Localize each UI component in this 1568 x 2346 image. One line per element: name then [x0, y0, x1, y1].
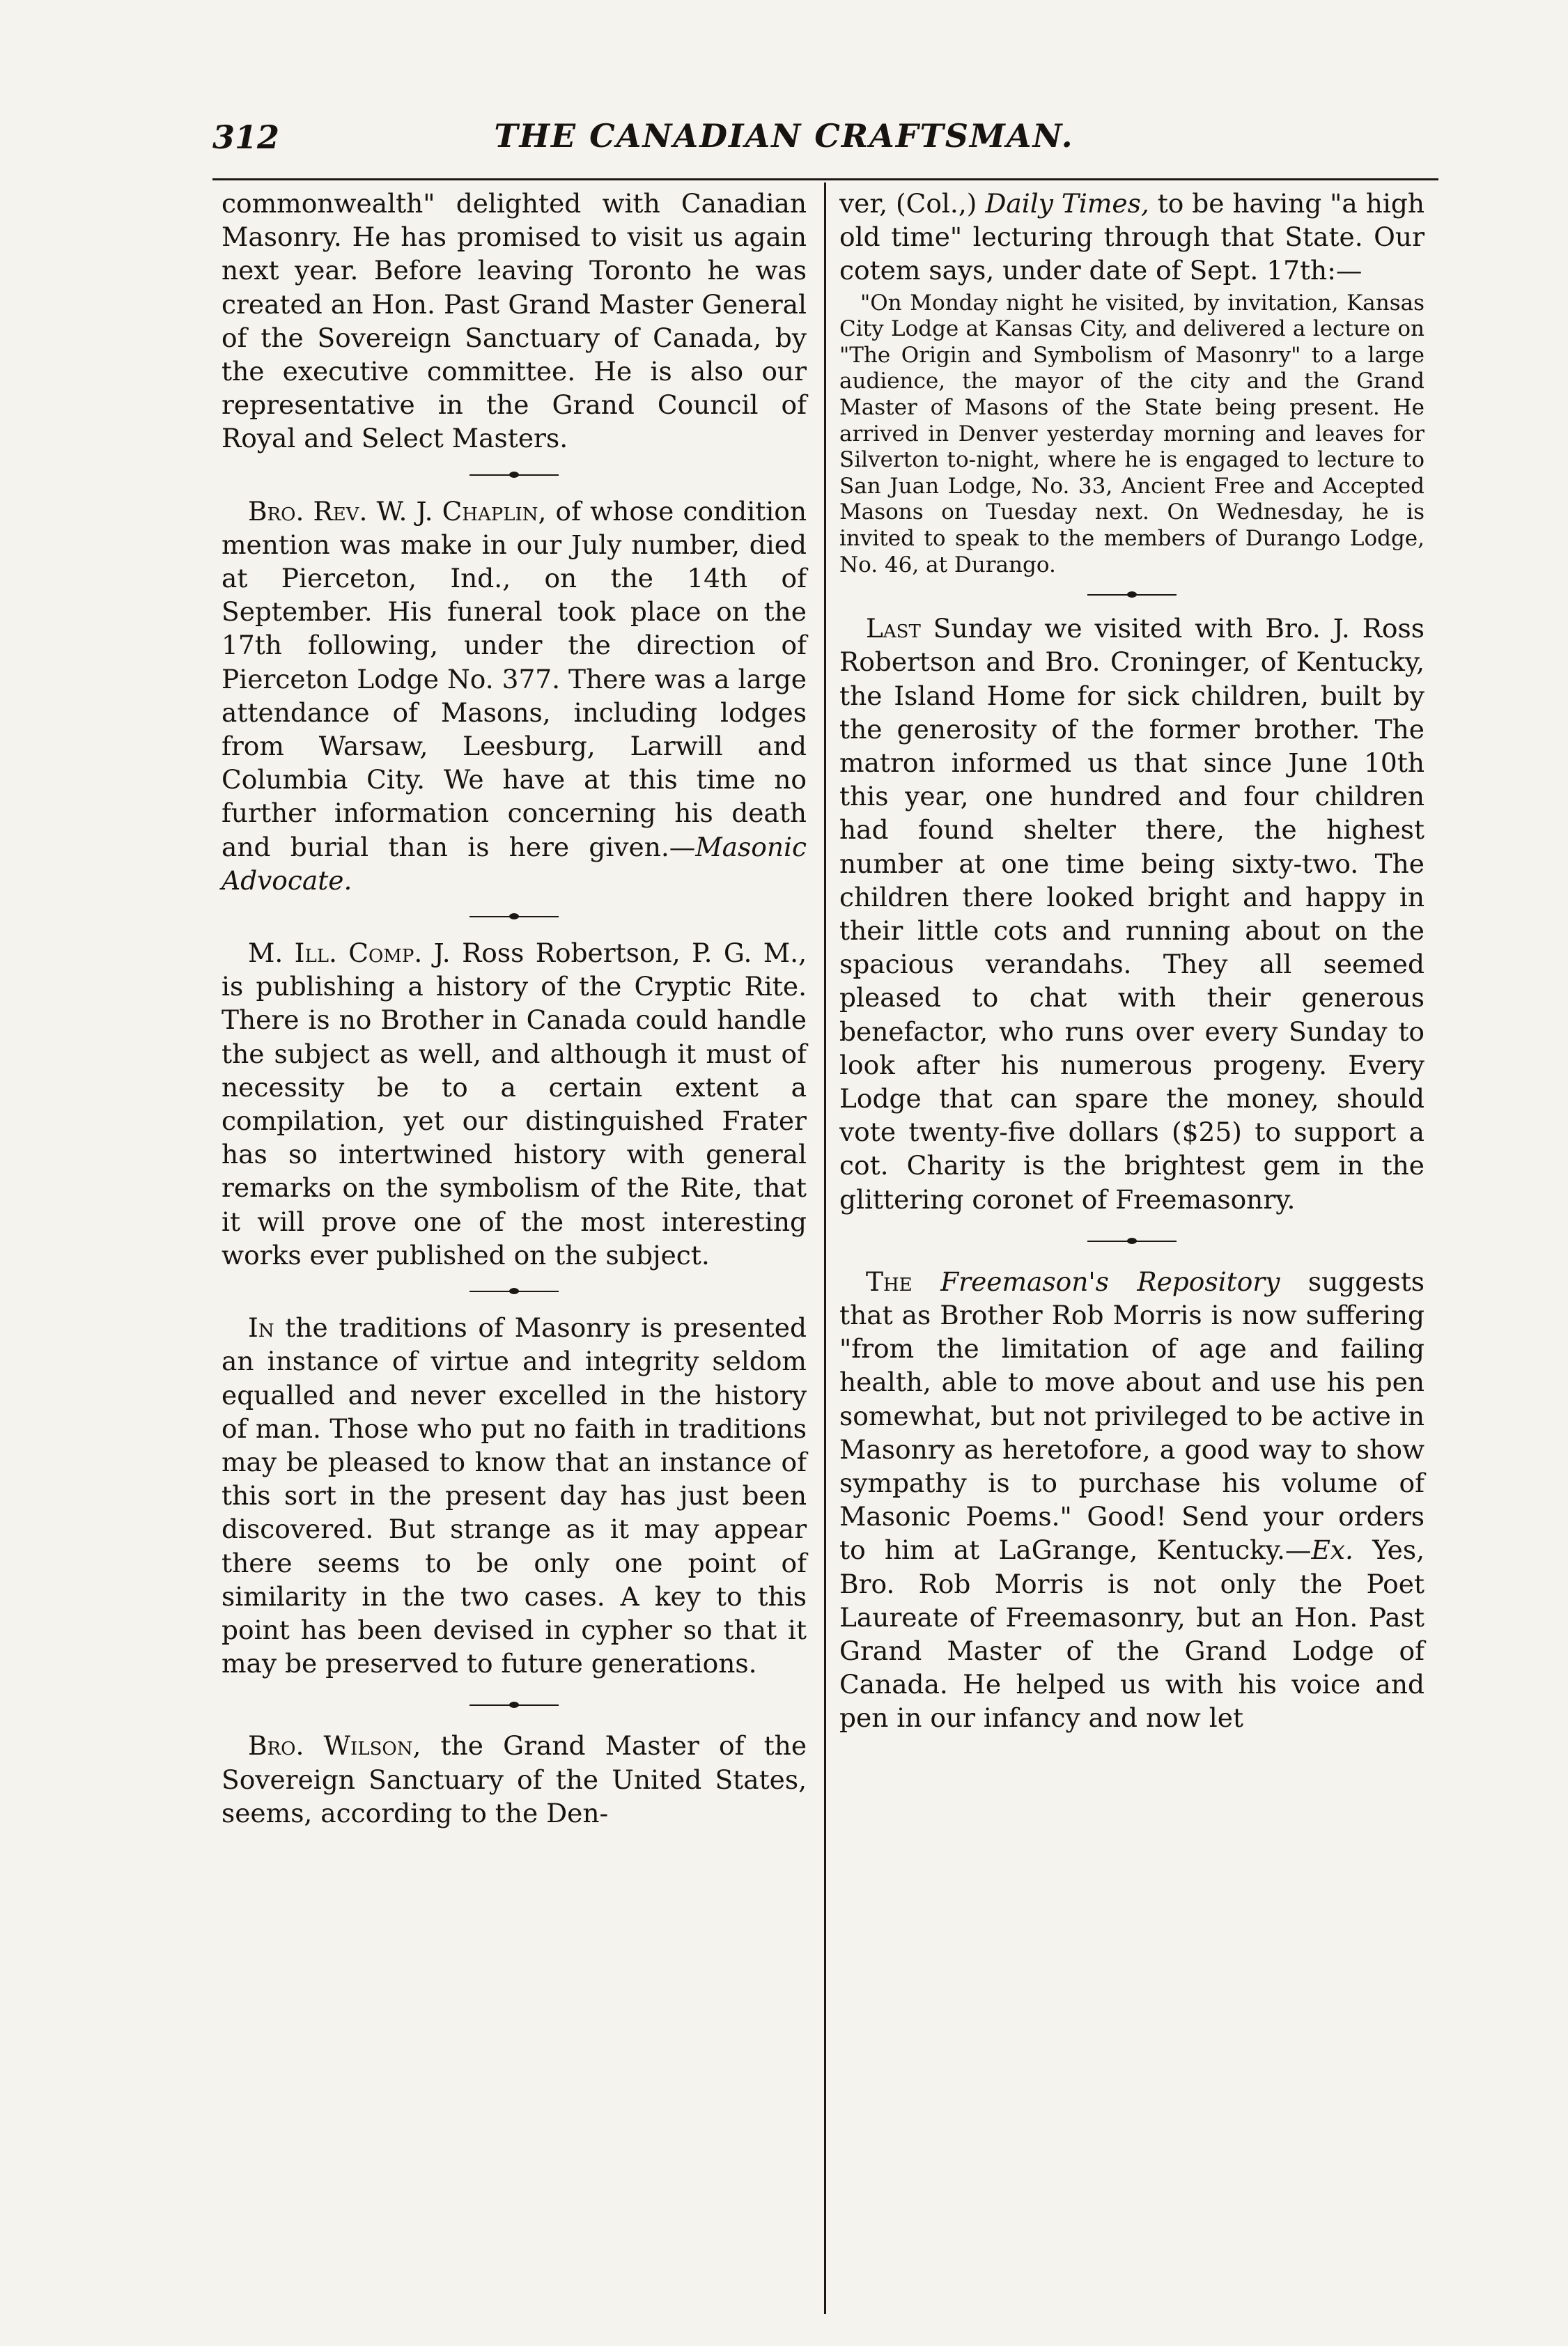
- paragraph-cryptic-rite-text: J. Ross Robertson, P. G. M., is publishing a history of the Cryptic Rite. There is no Brother in Canada could handle the subject as well, and although it must of necessity be to a certain extent a compilation, yet our distinguished Frater has so intertwined history with general remarks on the symbolism of the Rite, that it will prove one of the most interesting works ever published on the subject.: [222, 938, 807, 1271]
- left-column: [222, 187, 807, 1830]
- paragraph-rob-morris: [839, 1265, 1425, 1735]
- paragraph-chaplin: [222, 495, 807, 897]
- paragraph-denver-text: ver, (Col.,): [839, 188, 986, 219]
- section-divider: [839, 1216, 1425, 1265]
- paragraph-chaplin-text: of whose condition mention was make in our July number, died at Pierceton, Ind., on the 14th of September. His funeral took place on the 17th following, under the direction of Pierceton Lodge No. 377. There was a large attendance of Masons, including lodges from Warsaw, Leesburg, Larwill and Columbia City. We have at this time no further information concerning his death and burial than is here given.—: [222, 495, 807, 862]
- source-daily-times: Daily Times,: [985, 188, 1149, 219]
- lead-in-wilson: Bro. Wilson,: [248, 1730, 421, 1762]
- paragraph-traditions: [222, 1311, 807, 1680]
- lead-in-chaplin: Bro. Rev. W. J. Chaplin,: [248, 495, 547, 527]
- paragraph-cryptic-rite: [222, 936, 807, 1272]
- paragraph-denver-text-end: to be having "a high old time" lecturing through that State. Our cotem says, under date of Sept. 17th:—: [839, 188, 1425, 286]
- paragraph-wilson-text: the Grand Master of the Sovereign Sanctuary of the United States, seems, according to the Den-: [222, 1730, 807, 1828]
- section-divider: [222, 1680, 807, 1729]
- source-masonic-advocate: Masonic Advocate.: [222, 831, 807, 896]
- source-ex: Ex.: [1311, 1535, 1353, 1566]
- section-divider: [222, 456, 807, 495]
- header-rule: [212, 178, 1438, 180]
- section-divider: [839, 578, 1425, 612]
- lead-in-comp: M. Ill. Comp.: [248, 938, 423, 969]
- paragraph-traditions-text: the traditions of Masonry is presented an instance of virtue and integrity seldom equalled and never excelled in the history of man. Those who put no faith in traditions may be pleased to know that an instance of this sort in the present day has just been discovered. But strange as it may appear there seems to be only one point of similarity in the two cases. A key to this point has been devised in cypher so that it may be preserved to future generations.: [222, 1312, 807, 1679]
- paragraph-island-home: [839, 612, 1425, 1216]
- paragraph-island-home-text: Sunday we visited with Bro. J. Ross Robertson and Bro. Croninger, of Kentucky, the Island Home for sick children, built by the generosity of the former brother. The matron informed us that since June 10th this year, one hundred and four children had found shelter there, the highest number at one time being sixty-two. The children there looked bright and happy in their little cots and running about on the spacious verandahs. They all seemed pleased to chat with their generous benefactor, who runs over every Sunday to look after his numerous progeny. Every Lodge that can spare the money, should vote twenty-five dollars ($25) to support a cot. Charity is the brightest gem in the glittering coronet of Freemasonry.: [839, 613, 1425, 1215]
- lead-in-last: Last: [866, 613, 921, 644]
- running-head: THE CANADIAN CRAFTSMAN.: [494, 117, 1074, 155]
- paragraph-rob-morris-text-end: Yes, Bro. Rob Morris is not only the Poet Laureate of Freemasonry, but an Hon. Past Grand Master of the Grand Lodge of Canada. He helped us with his voice and pen in our infancy and now let: [839, 1535, 1425, 1734]
- paragraph-rob-morris-text: suggests that as Brother Rob Morris is now suffering "from the limitation of age and failing health, able to move about and use his pen somewhat, but not privileged to be active in Masonry as heretofore, a good way to show sympathy is to purchase his volume of Masonic Poems." Good! Send your orders to him at LaGrange, Kentucky.—: [839, 1266, 1425, 1566]
- source-freemasons-repository: Freemason's Repository: [940, 1266, 1280, 1297]
- lead-in-the: The: [866, 1266, 913, 1297]
- paragraph-wilson: [222, 1729, 807, 1830]
- section-divider: [222, 897, 807, 936]
- page-number: 312: [212, 118, 280, 156]
- paragraph-commonwealth: commonwealth" delighted with Canadian Masonry. He has promised to visit us again next year. Before leaving Toronto he was created an Hon. Past Grand Master General of the Sovereign Sanctuary of Canada, by the executive committee. He is also our representative in the Grand Council of Royal and Select Masters.: [222, 188, 807, 454]
- column-rule: [824, 182, 826, 2314]
- right-column: [839, 187, 1425, 1735]
- section-divider: [222, 1272, 807, 1311]
- block-quote-denver: "On Monday night he visited, by invitation, Kansas City Lodge at Kansas City, and delivered a lecture on "The Origin and Symbolism of Masonry" to a large audience, the mayor of the city and the Grand Master of Masons of the State being present. He arrived in Denver yesterday morning and leaves for Silverton to-night, where he is engaged to lecture to San Juan Lodge, No. 33, Ancient Free and Accepted Masons on Tuesday next. On Wednesday, he is invited to speak to the members of Durango Lodge, No. 46, at Durango.: [839, 290, 1425, 577]
- paragraph-denver: [839, 187, 1425, 288]
- lead-in-traditions: In: [248, 1312, 274, 1344]
